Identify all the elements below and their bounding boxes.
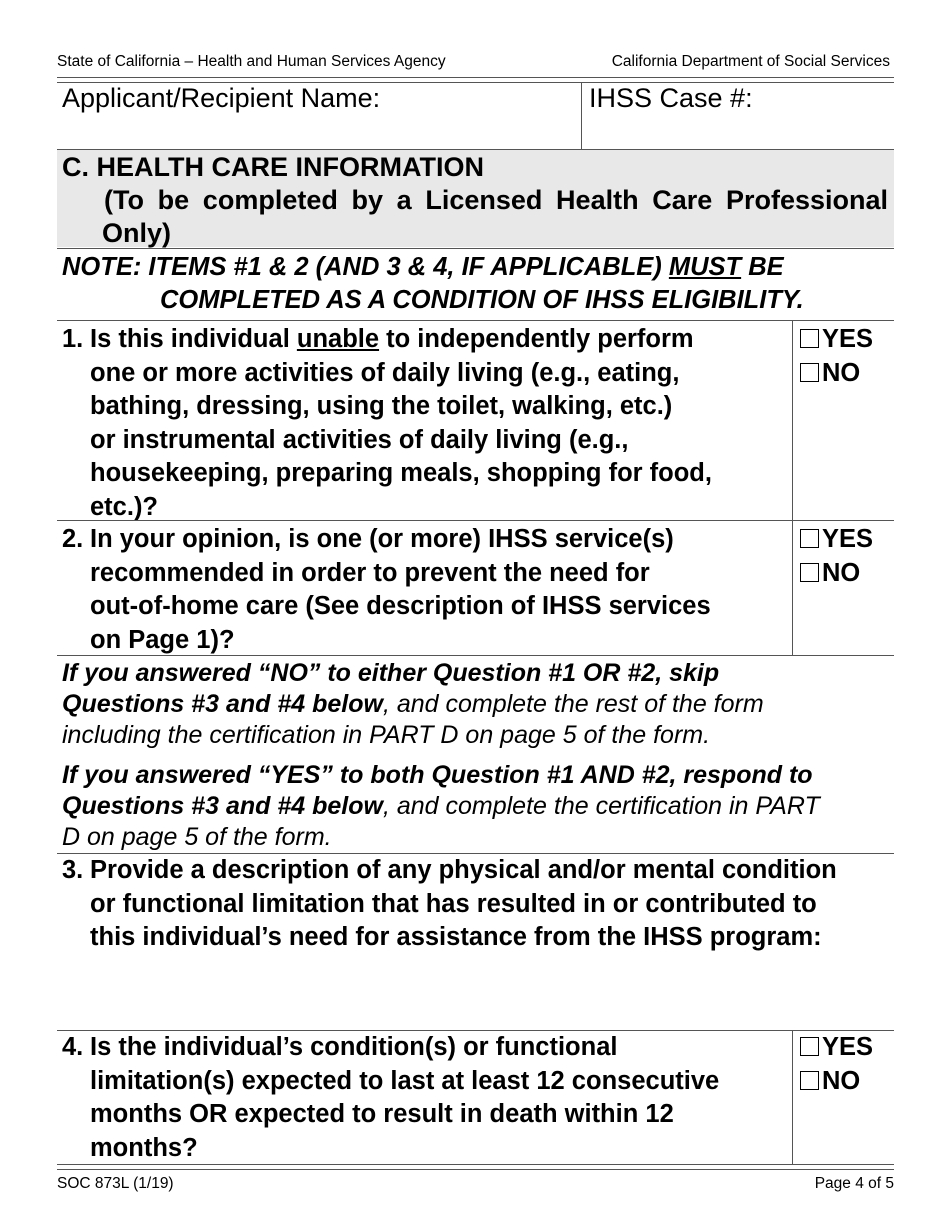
q4-line: months OR expected to result in death within 12	[90, 1100, 674, 1128]
instr-yes-bold: If you answered “YES” to both Question #1 AND #2, respond to	[62, 761, 813, 789]
q2-no-label: NO	[822, 559, 861, 587]
instr-no-bold: If you answered “NO” to either Question #1 OR #2, skip	[62, 659, 720, 687]
q1-line: bathing, dressing, using the toilet, walking, etc.)	[90, 392, 673, 420]
q1-yes-label: YES	[822, 325, 874, 353]
q4-line: Is the individual’s condition(s) or functional	[90, 1033, 618, 1061]
divider	[57, 320, 894, 321]
q1-unable: unable	[296, 325, 380, 353]
checkbox-icon[interactable]	[800, 529, 819, 548]
q4-yes-label: YES	[822, 1033, 874, 1061]
footer-divider	[57, 1164, 894, 1170]
question-2-number: 2.	[62, 525, 84, 553]
question-1-text	[90, 323, 712, 524]
applicant-name-field[interactable]	[60, 115, 578, 147]
section-subtitle-cont: Only)	[102, 218, 172, 248]
question-4-text	[90, 1031, 719, 1165]
q2-line: on Page 1)?	[90, 625, 235, 654]
note-text: NOTE: ITEMS #1 & 2 (AND 3 & 4, IF APPLICABLE)	[62, 253, 669, 281]
q1-line: or instrumental activities of daily living (e.g.,	[90, 425, 629, 454]
divider	[792, 520, 793, 655]
q1-lead: Is this individual	[90, 325, 297, 353]
q3-line: this individual’s need for assistance from the IHSS program:	[90, 923, 822, 951]
checkbox-icon[interactable]	[800, 1071, 819, 1090]
q1-line: housekeeping, preparing meals, shopping for food,	[90, 459, 712, 487]
divider	[57, 149, 894, 150]
checkbox-icon[interactable]	[800, 363, 819, 382]
applicant-name-label: Applicant/Recipient Name:	[62, 83, 381, 113]
eligibility-note-cont: COMPLETED AS A CONDITION OF IHSS ELIGIBILITY.	[160, 286, 804, 314]
question-3-number: 3.	[62, 856, 84, 884]
q1-line: etc.)?	[90, 492, 159, 521]
note-text: BE	[741, 253, 784, 281]
q1-no-label: NO	[822, 359, 861, 387]
page-number: Page 4 of 5	[814, 1175, 894, 1192]
section-title: C. HEALTH CARE INFORMATION	[62, 152, 484, 182]
q4-no-label: NO	[822, 1067, 861, 1095]
question-3-text	[90, 854, 837, 955]
agency-header: State of California – Health and Human Services Agency	[57, 53, 446, 70]
q2-yes-label: YES	[822, 525, 874, 553]
q1-yes-checkbox[interactable]	[800, 323, 873, 357]
q4-yes-checkbox[interactable]	[800, 1031, 873, 1065]
q2-no-checkbox[interactable]	[800, 557, 860, 591]
checkbox-icon[interactable]	[800, 329, 819, 348]
divider	[57, 520, 894, 521]
q2-yes-checkbox[interactable]	[800, 523, 873, 557]
checkbox-icon[interactable]	[800, 563, 819, 582]
instr-yes-text: , and complete the certification in PART	[382, 792, 820, 820]
divider	[792, 320, 793, 520]
case-number-field[interactable]	[589, 115, 889, 147]
q2-line: In your opinion, is one (or more) IHSS service(s)	[90, 525, 674, 553]
department-header: California Department of Social Services	[611, 53, 890, 70]
question-4-number: 4.	[62, 1033, 84, 1061]
field-divider	[581, 83, 582, 150]
divider	[57, 655, 894, 656]
q2-line: recommended in order to prevent the need for	[90, 558, 650, 587]
note-must: MUST	[668, 253, 742, 281]
q1-line: to independently perform	[386, 325, 694, 353]
instr-yes-bold: Questions #3 and #4 below	[62, 792, 383, 820]
section-subtitle: (To be completed by a Licensed Health Care Professional	[104, 185, 888, 215]
eligibility-note	[62, 251, 784, 284]
q3-line: or functional limitation that has resulted in or contributed to	[90, 889, 817, 918]
instr-yes-text: D on page 5 of the form.	[62, 823, 332, 851]
case-number-label: IHSS Case #:	[589, 83, 753, 113]
divider	[57, 248, 894, 249]
q4-line: limitation(s) expected to last at least 12 consecutive	[90, 1066, 720, 1095]
q4-no-checkbox[interactable]	[800, 1065, 860, 1099]
q2-line: out-of-home care (See description of IHSS services	[90, 592, 711, 620]
q4-line: months?	[90, 1133, 198, 1162]
question-2-text	[90, 523, 711, 657]
q3-line: Provide a description of any physical and/or mental condition	[90, 856, 837, 884]
divider	[792, 1030, 793, 1164]
instructions-no	[62, 658, 764, 751]
q3-answer-field[interactable]	[60, 960, 890, 1025]
form-id: SOC 873L (1/19)	[57, 1175, 174, 1192]
instr-no-bold: Questions #3 and #4 below	[62, 690, 383, 718]
question-1-number: 1.	[62, 325, 84, 353]
instructions-yes	[62, 760, 820, 853]
instr-no-text: including the certification in PART D on page 5 of the form.	[62, 721, 711, 749]
instr-no-text: , and complete the rest of the form	[382, 690, 764, 718]
checkbox-icon[interactable]	[800, 1037, 819, 1056]
q1-no-checkbox[interactable]	[800, 357, 860, 391]
q1-line: one or more activities of daily living (e.g., eating,	[90, 358, 680, 387]
